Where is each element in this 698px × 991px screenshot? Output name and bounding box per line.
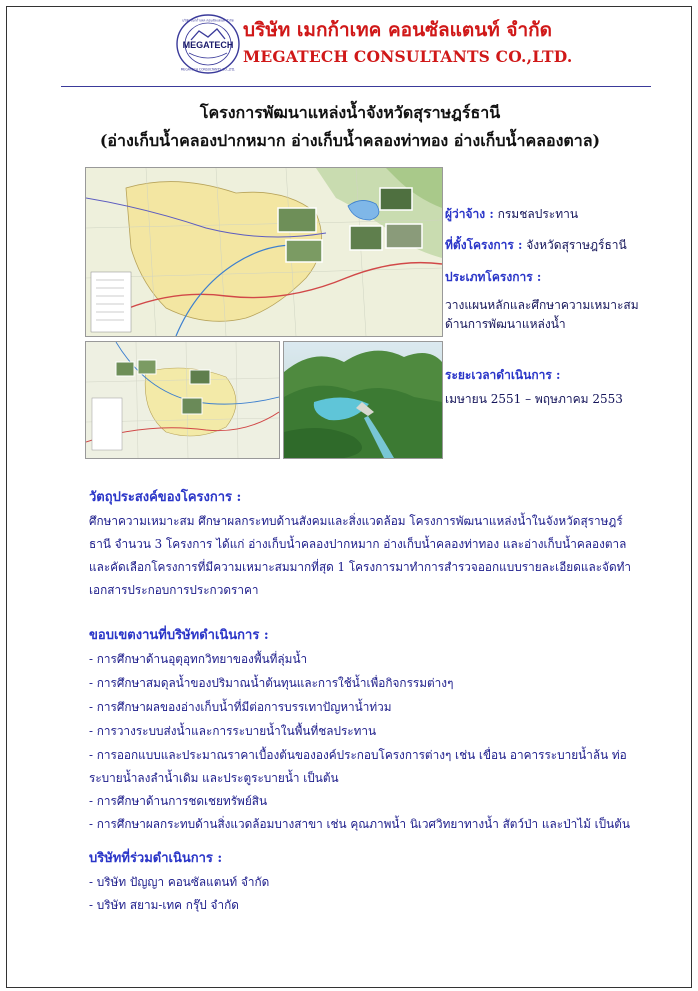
scope-item: - การศึกษาด้านการชดเชยทรัพย์สิน xyxy=(89,794,268,808)
objective-heading: วัตถุประสงค์ของโครงการ : xyxy=(89,490,242,505)
location-label: ที่ตั้งโครงการ : xyxy=(445,238,523,252)
location-row xyxy=(445,236,627,255)
project-subtitle: (อ่างเก็บน้ำคลองปากหมาก อ่างเก็บน้ำคลองท่าทอง อ่างเก็บน้ำคลองตาล) xyxy=(99,131,601,150)
project-title: โครงการพัฒนาแหล่งน้ำจังหวัดสุราษฎร์ธานี xyxy=(199,103,501,122)
document-page xyxy=(6,6,692,988)
client-label: ผู้ว่าจ้าง : xyxy=(445,207,494,221)
scope-item: - การศึกษาผลกระทบด้านสิ่งแวดล้อมบางสาขา เช่น คุณภาพน้ำ นิเวศวิทยาทางน้ำ สัตว์ป่า และป่าไม้ เป็นต้น xyxy=(89,817,630,831)
partner-item: - บริษัท สยาม-เทค กรุ๊ป จำกัด xyxy=(89,898,239,912)
client-value: กรมชลประทาน xyxy=(497,207,579,221)
project-area-map xyxy=(85,167,443,337)
partner-item: - บริษัท ปัญญา คอนซัลแตนท์ จำกัด xyxy=(89,875,270,889)
objective-line: ศึกษาความเหมาะสม ศึกษาผลกระทบด้านสังคมและสิ่งแวดล้อม โครงการพัฒนาแหล่งน้ำในจังหวัดสุราษฎร์ xyxy=(89,514,623,528)
company-name-english: MEGATECH CONSULTANTS CO.,LTD. xyxy=(243,47,573,66)
project-location-map xyxy=(85,341,280,459)
project-type-value-line2: ด้านการพัฒนาแหล่งน้ำ xyxy=(445,317,566,331)
period-label: ระยะเวลาดำเนินการ : xyxy=(445,368,561,382)
location-value: จังหวัดสุราษฎร์ธานี xyxy=(526,238,627,252)
scope-item: - การศึกษาผลของอ่างเก็บน้ำที่มีต่อการบรรเทาปัญหาน้ำท่วม xyxy=(89,700,392,714)
svg-text:บริษัท เมกก้าเทค คอนซัลแตนท์ จ: บริษัท เมกก้าเทค คอนซัลแตนท์ จำกัด xyxy=(182,18,234,23)
period-value: เมษายน 2551 – พฤษภาคม 2553 xyxy=(445,392,623,406)
project-type-label: ประเภทโครงการ : xyxy=(445,270,542,284)
partners-heading: บริษัทที่ร่วมดำเนินการ : xyxy=(89,851,223,866)
project-type-value-line1: วางแผนหลักและศึกษาความเหมาะสม xyxy=(445,298,639,312)
scope-item: - การศึกษาด้านอุตุอุทกวิทยาของพื้นที่ลุ่มน้ำ xyxy=(89,652,308,666)
company-name-thai: บริษัท เมกก้าเทค คอนซัลแตนท์ จำกัด xyxy=(243,19,552,41)
scope-heading: ขอบเขตงานที่บริษัทดำเนินการ : xyxy=(89,628,269,643)
scope-item: - การศึกษาสมดุลน้ำของปริมาณน้ำต้นทุนและการใช้น้ำเพื่อกิจกรรมต่างๆ xyxy=(89,676,454,690)
svg-text:MEGATECH: MEGATECH xyxy=(182,40,234,50)
objective-line: และคัดเลือกโครงการที่มีความเหมาะสมมากที่สุด 1 โครงการมาทำการสำรวจออกแบบรายละเอียดและจัดทำ xyxy=(89,560,632,574)
scope-item: ระบายน้ำลงลำน้ำเดิม และประตูระบายน้ำ เป็นต้น xyxy=(89,771,339,785)
objective-line: เอกสารประกอบการประกวดราคา xyxy=(89,583,259,597)
objective-line: ธานี จำนวน 3 โครงการ ได้แก่ อ่างเก็บน้ำคลองปากหมาก อ่างเก็บน้ำคลองท่าทอง และอ่างเก็บน้ำคลองตาล xyxy=(89,537,627,551)
client-row xyxy=(445,205,578,224)
scope-item: - การวางระบบส่งน้ำและการระบายน้ำในพื้นที่ชลประทาน xyxy=(89,724,377,738)
header-divider xyxy=(61,86,651,87)
company-logo xyxy=(175,13,241,75)
svg-text:MEGATECH CONSULTANTS CO.,LTD.: MEGATECH CONSULTANTS CO.,LTD. xyxy=(180,67,236,72)
scope-item: - การออกแบบและประมาณราคาเบื้องต้นขององค์ประกอบโครงการต่างๆ เช่น เขื่อน อาคารระบายน้ำล้น ท่อ xyxy=(89,748,627,762)
reservoir-rendering xyxy=(283,341,443,459)
